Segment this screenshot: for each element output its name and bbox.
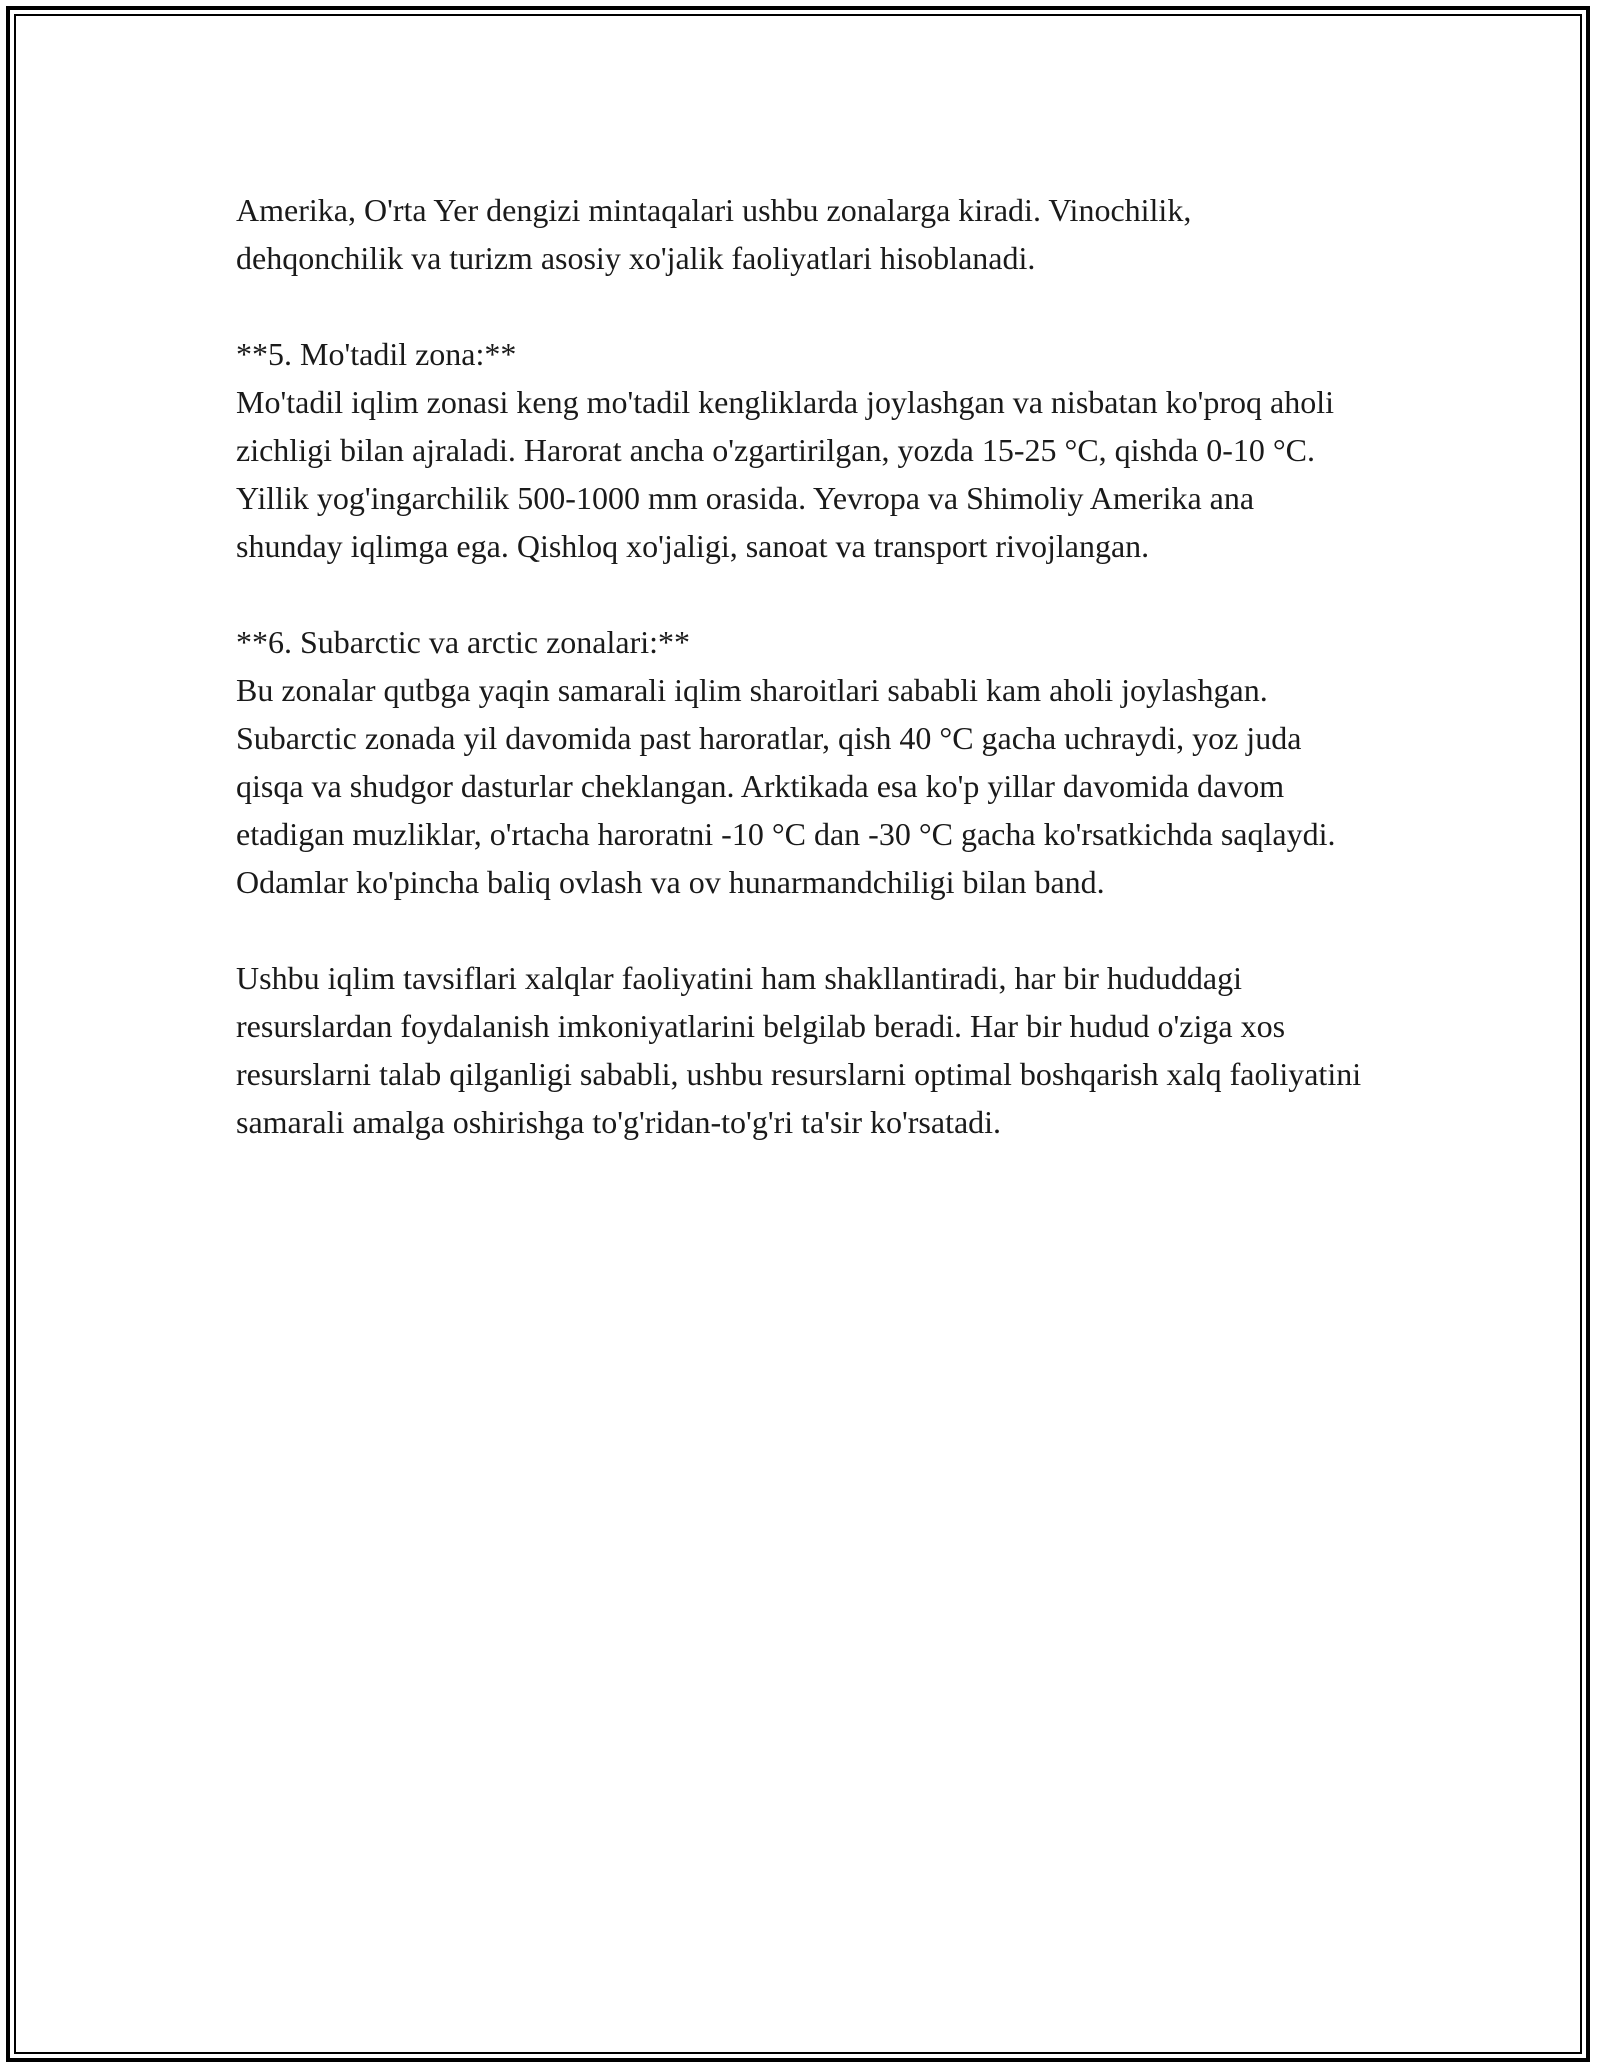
- section-heading-arctic: **6. Subarctic va arctic zonalari:**: [236, 624, 691, 660]
- paragraph-text: Amerika, O'rta Yer dengizi mintaqalari ushbu zonalarga kiradi. Vinochilik, dehqonchilik va turizm asosiy xo'jalik faoliyatlari hisoblanadi.: [236, 192, 1192, 276]
- paragraph-text: Ushbu iqlim tavsiflari xalqlar faoliyatini ham shakllantiradi, har bir hududdagi resurslardan foydalanish imkoniyatlarini belgilab beradi. Har bir hudud o'ziga xos resurslarni talab qilganligi sababli, ushbu resurslarni optimal boshqarish xalq faoliyatini samarali amalga oshirishga to'g'ridan-to'g'ri ta'sir ko'rsatadi.: [236, 960, 1362, 1140]
- paragraph-text: Bu zonalar qutbga yaqin samarali iqlim sharoitlari sababli kam aholi joylashgan. Subarctic zonada yil davomida past haroratlar, qish 40 °C gacha uchraydi, yoz juda qisqa va shudgor dasturlar cheklangan. Arktikada esa ko'p yillar davomida davom etadigan muzliklar, o'rtacha haroratni -10 °C dan -30 °C gacha ko'rsatkichda saqlaydi. Odamlar ko'pincha baliq ovlash va ov hunarmandchiligi bilan band.: [236, 672, 1336, 900]
- paragraph-intro: [236, 186, 1366, 282]
- paragraph-conclusion: [236, 954, 1366, 1146]
- document-body: [236, 186, 1366, 1194]
- paragraph-text: Mo'tadil iqlim zonasi keng mo'tadil kengliklarda joylashgan va nisbatan ko'proq aholi zichligi bilan ajraladi. Harorat ancha o'zgartirilgan, yozda 15-25 °C, qishda 0-10 °C. Yillik yog'ingarchilik 500-1000 mm orasida. Yevropa va Shimoliy Amerika ana shunday iqlimga ega. Qishloq xo'jaligi, sanoat va transport rivojlangan.: [236, 384, 1334, 564]
- paragraph-arctic-zones: [236, 618, 1366, 906]
- paragraph-temperate-zone: [236, 330, 1366, 570]
- section-heading-temperate: **5. Mo'tadil zona:**: [236, 336, 517, 372]
